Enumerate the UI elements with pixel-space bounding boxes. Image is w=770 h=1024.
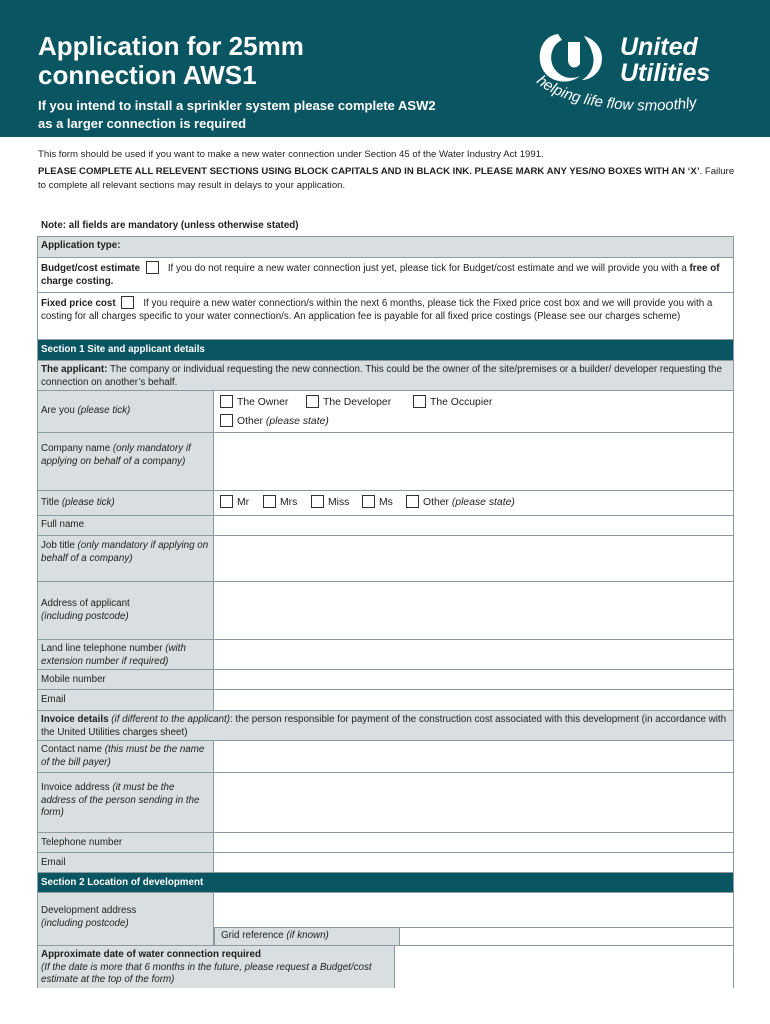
page-title <box>38 32 458 90</box>
other-checkbox[interactable] <box>220 414 233 427</box>
united-utilities-logo <box>528 30 738 122</box>
title-mr-option[interactable]: Mr <box>220 495 249 510</box>
grid-reference-label: Grid reference (if known) <box>214 927 399 946</box>
full-name-row: Full name <box>38 515 733 535</box>
invoice-email-row: Email <box>38 852 733 872</box>
owner-checkbox[interactable] <box>220 395 233 408</box>
invoice-email-input[interactable] <box>214 853 733 872</box>
intro-line-2: PLEASE COMPLETE ALL RELEVENT SECTIONS USING BLOCK CAPITALS AND IN BLACK INK. PLEASE MARK ANY YES/NO BOXES WITH AN ‘X’. Failure to complete all relevant sections may result in delays to your application. <box>38 166 735 191</box>
mrs-checkbox[interactable] <box>263 495 276 508</box>
occupier-option[interactable]: The Occupier <box>413 395 492 410</box>
logo-tagline: helping life flow smoothly <box>533 71 698 115</box>
title-line-2: connection AWS1 <box>38 60 257 90</box>
developer-option[interactable]: The Developer <box>306 395 391 410</box>
telephone-input[interactable] <box>214 833 733 852</box>
are-you-row: Are you (please tick) The Owner The Developer The Occupier Other (please state) <box>38 390 733 432</box>
other-option[interactable]: Other (please state) <box>220 414 329 429</box>
landline-input[interactable] <box>214 640 733 669</box>
development-address-row: Development address (including postcode) Grid reference (if known) <box>38 892 733 945</box>
landline-row: Land line telephone number (with extension number if required) <box>38 639 733 669</box>
invoice-address-input[interactable] <box>214 773 733 832</box>
contact-name-input[interactable] <box>214 741 733 772</box>
header-banner <box>0 0 770 137</box>
title-other-option[interactable]: Other (please state) <box>406 495 515 510</box>
applicant-address-row: Address of applicant (including postcode) <box>38 581 733 639</box>
title-miss-option[interactable]: Miss <box>311 495 349 510</box>
application-type-heading: Application type: <box>38 236 733 257</box>
title-mrs-option[interactable]: Mrs <box>263 495 297 510</box>
ms-checkbox[interactable] <box>362 495 375 508</box>
mobile-row: Mobile number <box>38 669 733 689</box>
invoice-address-row: Invoice address (it must be the address of the person sending in the form) <box>38 772 733 832</box>
application-form <box>37 236 734 988</box>
page-subtitle <box>38 97 508 133</box>
fixed-price-checkbox[interactable] <box>121 296 134 309</box>
logo-name-line-1: United <box>620 33 698 61</box>
connection-date-input[interactable] <box>395 946 733 988</box>
email-input[interactable] <box>214 690 733 710</box>
owner-option[interactable]: The Owner <box>220 395 288 410</box>
title-other-checkbox[interactable] <box>406 495 419 508</box>
section-1-heading: Section 1 Site and applicant details <box>38 339 733 360</box>
title-row: Title (please tick) Mr Mrs Miss Ms Other (please state) <box>38 490 733 515</box>
mandatory-note: Note: all fields are mandatory (unless otherwise stated) <box>41 220 299 231</box>
mr-checkbox[interactable] <box>220 495 233 508</box>
job-title-row: Job title (only mandatory if applying on behalf of a company) <box>38 535 733 581</box>
subtitle-line-2: as a larger connection is required <box>38 116 247 131</box>
full-name-input[interactable] <box>214 516 733 535</box>
contact-name-row: Contact name (this must be the name of the bill payer) <box>38 740 733 772</box>
intro-line-1: This form should be used if you want to make a new water connection under Section 45 of the Water Industry Act 1991. <box>38 149 544 160</box>
intro-text <box>38 148 738 193</box>
company-name-input[interactable] <box>214 433 733 490</box>
budget-estimate-checkbox[interactable] <box>146 261 159 274</box>
development-address-input[interactable] <box>214 893 733 945</box>
connection-date-row: Approximate date of water connection required (If the date is more that 6 months in the future, please request a Budget/cost estimate at the top of the form) <box>38 945 733 988</box>
invoice-details-description: Invoice details (if different to the applicant): the person responsible for payment of the construction cost associated with this development (in accordance with the United Utilities charges sheet) <box>38 710 733 740</box>
section-2-heading: Section 2 Location of development <box>38 872 733 892</box>
title-line-1: Application for 25mm <box>38 31 304 61</box>
developer-checkbox[interactable] <box>306 395 319 408</box>
miss-checkbox[interactable] <box>311 495 324 508</box>
telephone-row: Telephone number <box>38 832 733 852</box>
company-name-row: Company name (only mandatory if applying on behalf of a company) <box>38 432 733 490</box>
applicant-description: The applicant: The company or individual requesting the new connection. This could be the owner of the site/premises or a builder/ developer requesting the connection on another’s behalf. <box>38 360 733 390</box>
grid-reference-input[interactable] <box>399 927 733 946</box>
job-title-input[interactable] <box>214 536 733 581</box>
title-ms-option[interactable]: Ms <box>362 495 393 510</box>
fixed-price-row: Fixed price cost If you require a new water connection/s within the next 6 months, please tick the Fixed price cost box and we will provide you with a costing for all charges specific to your water connection/s. An application fee is payable for all fixed price costings (Please see our charges scheme) <box>38 292 733 339</box>
occupier-checkbox[interactable] <box>413 395 426 408</box>
email-row: Email <box>38 689 733 710</box>
logo-name-line-2: Utilities <box>620 59 711 87</box>
applicant-address-input[interactable] <box>214 582 733 639</box>
mobile-input[interactable] <box>214 670 733 689</box>
budget-estimate-row: Budget/cost estimate If you do not require a new water connection just yet, please tick for Budget/cost estimate and we will provide you with a free of charge costing. <box>38 257 733 292</box>
subtitle-line-1: If you intend to install a sprinkler system please complete ASW2 <box>38 98 436 113</box>
